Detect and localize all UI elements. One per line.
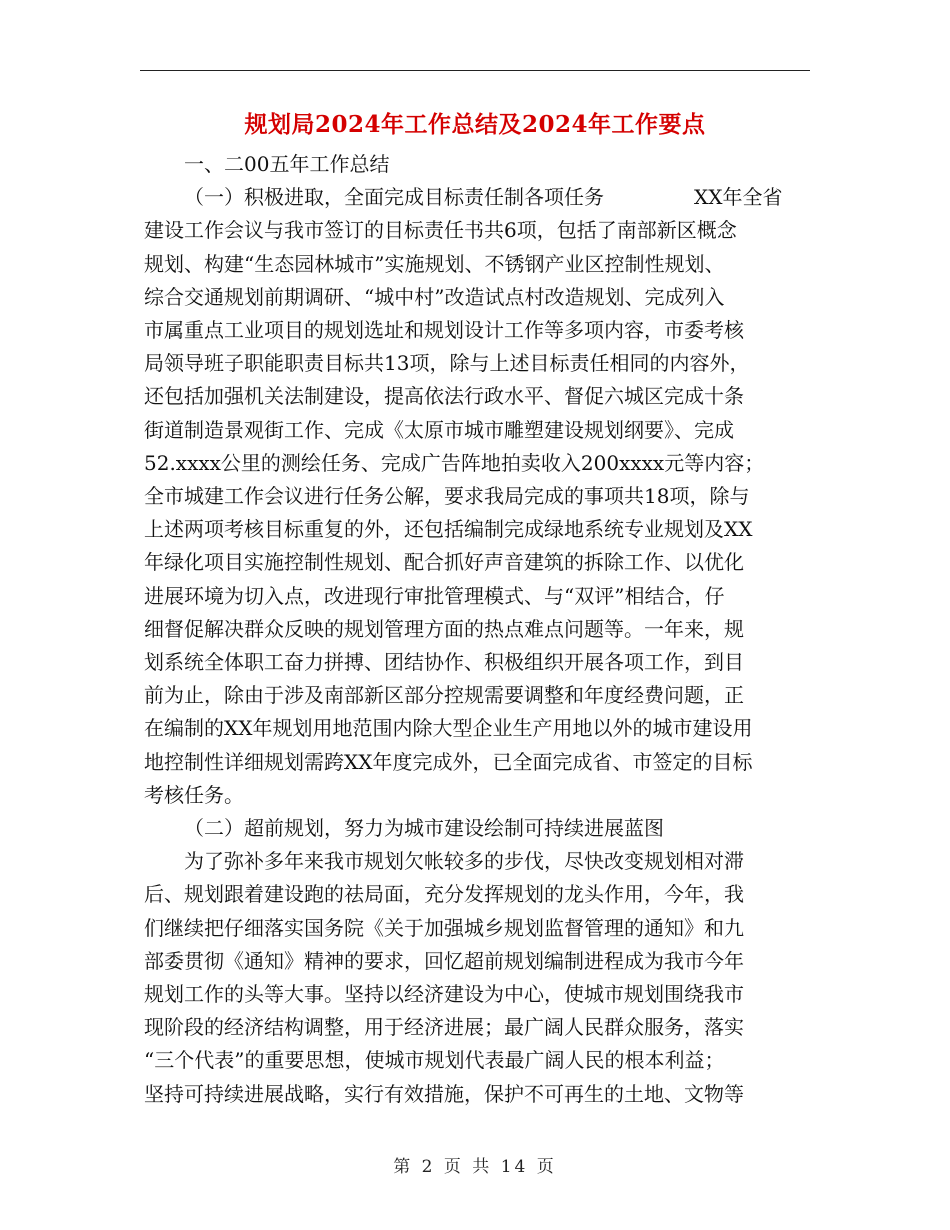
paragraph-line: 局领导班子职能职责目标共13项，除与上述目标责任相同的内容外， xyxy=(144,351,750,376)
paragraph-line: 规划、构建“生态园林城市”实施规划、不锈钢产业区控制性规划、 xyxy=(144,251,725,276)
subheading-1-tail: XX年全省 xyxy=(694,185,783,210)
paragraph-line: “三个代表”的重要思想，使城市规划代表最广阔人民的根本利益； xyxy=(144,1048,725,1073)
paragraph-line: 进展环境为切入点，改进现行审批管理模式、与“双评”相结合，仔 xyxy=(144,583,725,608)
paragraph-line: 规划工作的头等大事。坚持以经济建设为中心，使城市规划围绕我市 xyxy=(144,982,744,1007)
paragraph-line: 全市城建工作会议进行任务公解，要求我局完成的事项共18项，除与 xyxy=(144,484,750,509)
subheading-2: （二）超前规划，努力为城市建设绘制可持续进展蓝图 xyxy=(184,816,664,841)
paragraph-line: 划系统全体职工奋力拼搏、团结协作、积极组织开展各项工作，到目 xyxy=(144,650,744,675)
paragraph-line: 细督促解决群众反映的规划管理方面的热点难点问题等。一年来，规 xyxy=(144,616,744,641)
paragraph-line: 市属重点工业项目的规划选址和规划设计工作等多项内容，市委考核 xyxy=(144,318,744,343)
paragraph-line: 上述两项考核目标重复的外，还包括编制完成绿地系统专业规划及XX xyxy=(144,517,753,542)
paragraph-line: 年绿化项目实施控制性规划、配合抓好声音建筑的拆除工作、以优化 xyxy=(144,550,744,575)
paragraph-line: 地控制性详细规划需跨XX年度完成外，已全面完成省、市签定的目标 xyxy=(144,749,753,774)
paragraph-line: 现阶段的经济结构调整，用于经济进展；最广阔人民群众服务，落实 xyxy=(144,1015,744,1040)
document-body xyxy=(144,148,806,1111)
paragraph-line: 前为止，除由于涉及南部新区部分控规需要调整和年度经费问题，正 xyxy=(144,683,744,708)
paragraph-line: 们继续把仔细落实国务院《关于加强城乡规划监督管理的通知》和九 xyxy=(144,915,744,940)
paragraph-line: 坚持可持续进展战略，实行有效措施，保护不可再生的土地、文物等 xyxy=(144,1081,744,1106)
paragraph-line: 综合交通规划前期调研、“城中村”改造试点村改造规划、完成列入 xyxy=(144,284,725,309)
page-footer: 第 2 页 共 14 页 xyxy=(393,1157,557,1177)
paragraph-line: 建设工作会议与我市签订的目标责任书共6项，包括了南部新区概念 xyxy=(144,218,737,243)
header-rule xyxy=(140,70,810,71)
paragraph-line: 部委贯彻《通知》精神的要求，回忆超前规划编制进程成为我市今年 xyxy=(144,948,744,973)
paragraph-line: 后、规划跟着建设跑的祛局面，充分发挥规划的龙头作用，今年，我 xyxy=(144,882,744,907)
paragraph-line: 街道制造景观街工作、完成《太原市城市雕塑建设规划纲要》、完成 xyxy=(144,417,734,442)
paragraph-line: 52.xxxx公里的测绘任务、完成广告阵地拍卖收入200xxxx元等内容； xyxy=(144,450,765,475)
paragraph-line: 为了弥补多年来我市规划欠帐较多的步伐，尽快改变规划相对滞 xyxy=(184,849,744,874)
paragraph-2 xyxy=(144,845,806,1111)
paragraph-1 xyxy=(144,214,806,812)
paragraph-line: 考核任务。 xyxy=(144,782,244,807)
subheading-1: （一）积极进取，全面完成目标责任制各项任务 xyxy=(184,185,604,210)
document-title: 规划局2024年工作总结及2024年工作要点 xyxy=(244,111,706,138)
section-heading: 一、二00五年工作总结 xyxy=(184,152,390,176)
paragraph-line: 在编制的XX年规划用地范围内除大型企业生产用地以外的城市建设用 xyxy=(144,716,753,741)
paragraph-line: 还包括加强机关法制建设，提高依法行政水平、督促六城区完成十条 xyxy=(144,384,744,409)
subheading-1-line xyxy=(144,181,806,214)
